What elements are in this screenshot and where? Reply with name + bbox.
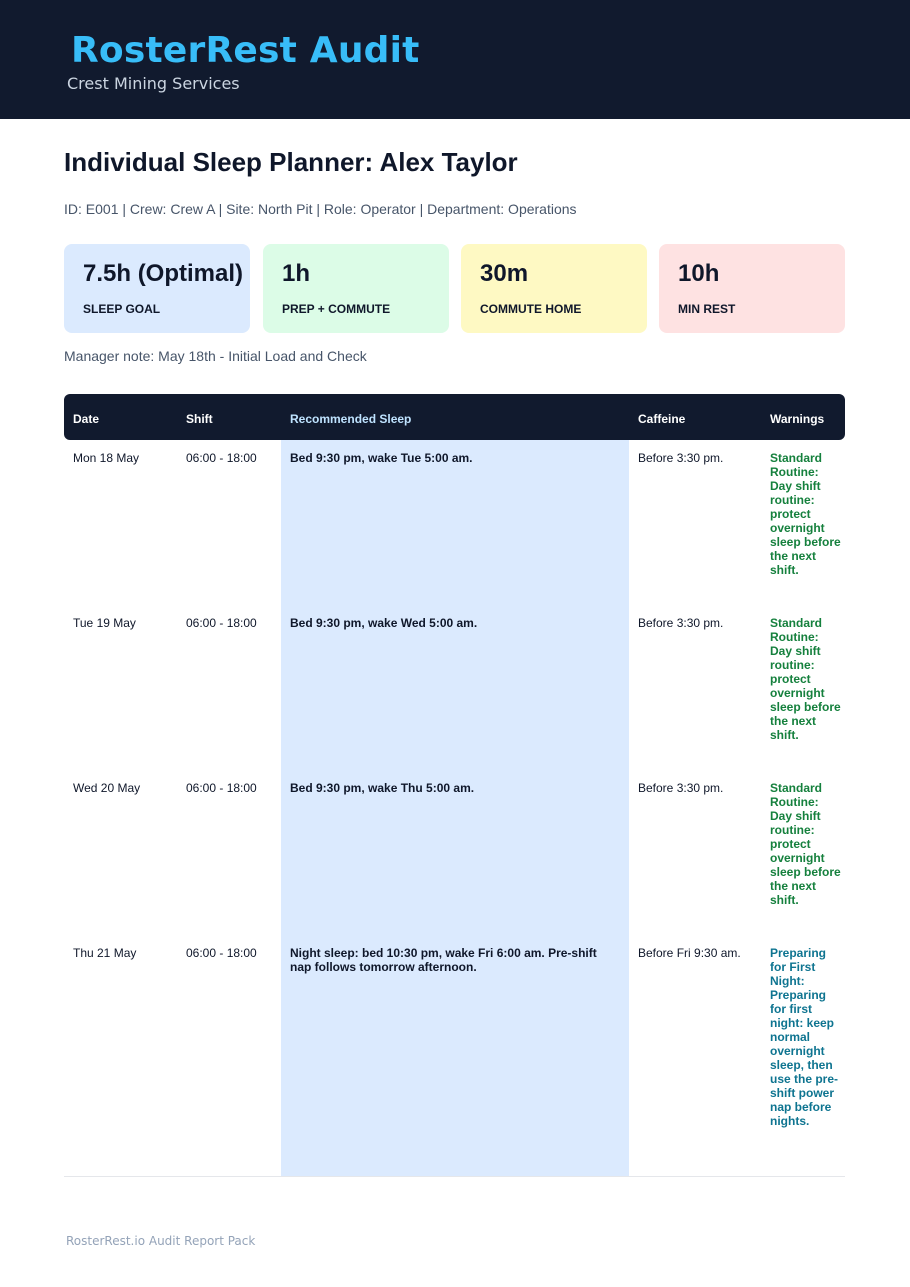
card-prep-commute <box>263 244 449 333</box>
cell-warning: Standard Routine: Day shift routine: protect overnight sleep before the next shift. <box>770 616 841 742</box>
company-name: Crest Mining Services <box>67 74 240 93</box>
cell-date: Wed 20 May <box>73 781 141 795</box>
cell-shift: 06:00 - 18:00 <box>186 781 257 795</box>
cell-date: Thu 21 May <box>73 946 137 960</box>
table-header <box>64 394 845 440</box>
column-header-shift: Shift <box>186 412 213 426</box>
cell-warning: Standard Routine: Day shift routine: protect overnight sleep before the next shift. <box>770 781 841 907</box>
card-commute-home <box>461 244 647 333</box>
cell-recommended-sleep: Bed 9:30 pm, wake Tue 5:00 am. <box>290 451 473 465</box>
card-value: 1h <box>282 260 311 287</box>
cell-caffeine: Before 3:30 pm. <box>638 616 724 630</box>
cell-caffeine: Before 3:30 pm. <box>638 781 724 795</box>
card-value: 7.5h (Optimal) <box>83 260 244 287</box>
manager-note: Manager note: May 18th - Initial Load and Check <box>64 348 367 364</box>
card-min-rest <box>659 244 845 333</box>
cell-shift: 06:00 - 18:00 <box>186 451 257 465</box>
brand-title: RosterRest Audit <box>71 30 420 71</box>
column-header-caffeine: Caffeine <box>638 412 686 426</box>
report-header <box>0 0 910 119</box>
cell-shift: 06:00 - 18:00 <box>186 616 257 630</box>
cell-warning: Standard Routine: Day shift routine: protect overnight sleep before the next shift. <box>770 451 841 577</box>
column-header-warnings: Warnings <box>770 412 825 426</box>
table-row <box>64 605 845 770</box>
cell-recommended-sleep: Bed 9:30 pm, wake Thu 5:00 am. <box>290 781 475 795</box>
cell-warning: Preparing for First Night: Preparing for first night: keep normal overnight sleep, then use the pre-shift power nap before nights. <box>770 946 839 1128</box>
card-label: PREP + COMMUTE <box>282 302 391 316</box>
card-label: MIN REST <box>678 302 736 316</box>
column-header-date: Date <box>73 412 100 426</box>
table-row <box>64 770 845 935</box>
cell-date: Mon 18 May <box>73 451 140 465</box>
cell-caffeine: Before Fri 9:30 am. <box>638 946 741 960</box>
card-label: COMMUTE HOME <box>480 302 582 316</box>
card-value: 10h <box>678 260 720 287</box>
card-label: SLEEP GOAL <box>83 302 161 316</box>
table-row <box>64 935 845 1176</box>
cell-caffeine: Before 3:30 pm. <box>638 451 724 465</box>
cell-recommended-sleep: Bed 9:30 pm, wake Wed 5:00 am. <box>290 616 478 630</box>
card-value: 30m <box>480 260 529 287</box>
page-title: Individual Sleep Planner: Alex Taylor <box>64 147 518 177</box>
footer-text: RosterRest.io Audit Report Pack <box>66 1234 256 1248</box>
table-row <box>64 440 845 605</box>
table-bottom-divider <box>64 1176 845 1177</box>
employee-meta: ID: E001 | Crew: Crew A | Site: North Pit | Role: Operator | Department: Operations <box>64 201 577 217</box>
sleep-plan-table <box>64 394 845 1128</box>
column-header-recommended-sleep: Recommended Sleep <box>290 412 412 426</box>
cell-date: Tue 19 May <box>73 616 136 630</box>
cell-recommended-sleep: Night sleep: bed 10:30 pm, wake Fri 6:00 am. Pre-shift nap follows tomorrow afternoon. <box>290 946 597 974</box>
card-sleep-goal <box>64 244 250 333</box>
cell-shift: 06:00 - 18:00 <box>186 946 257 960</box>
